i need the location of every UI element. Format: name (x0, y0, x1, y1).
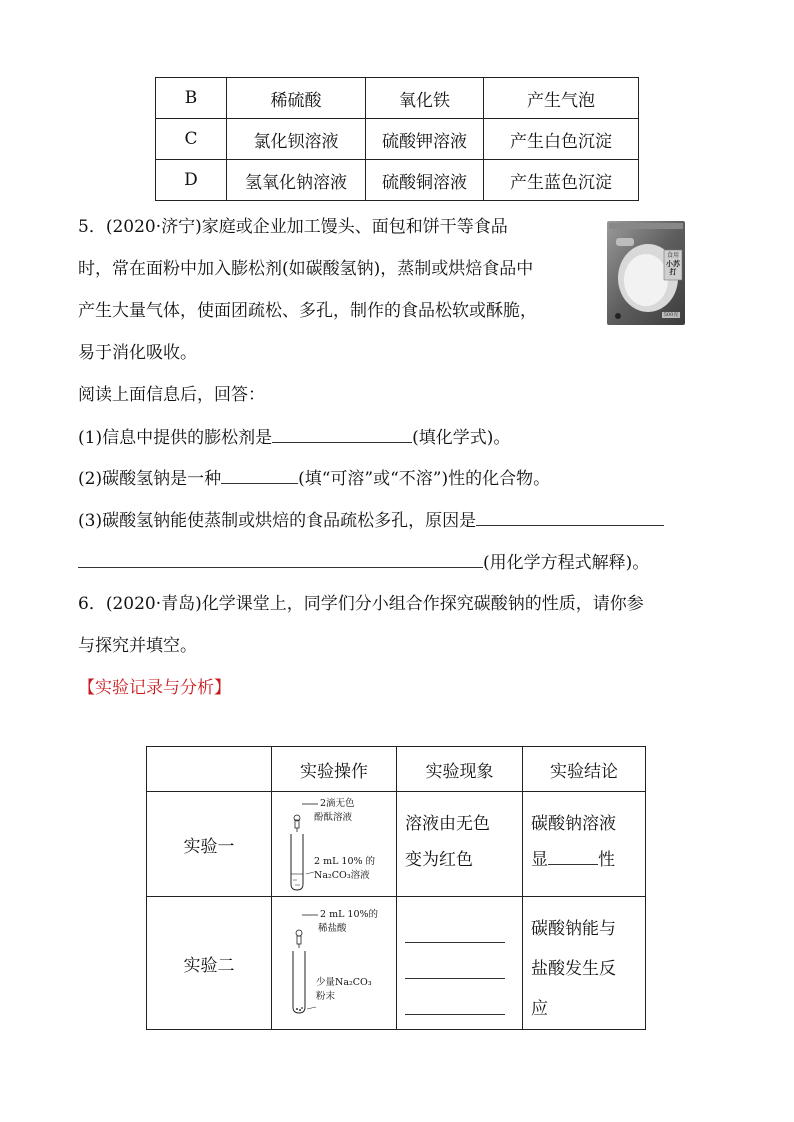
experiment-table (146, 746, 646, 1030)
q5-sub1 (78, 425, 510, 450)
exp2-conclusion-3: 应 (531, 999, 548, 1019)
answer-blank[interactable] (405, 961, 505, 979)
exp1-conclusion-2a: 显 (531, 850, 548, 870)
table-row (156, 160, 639, 201)
table-cell: D (156, 160, 227, 201)
answer-blank[interactable] (221, 466, 298, 484)
answer-blank[interactable] (405, 997, 505, 1015)
table-cell: 硫酸铜溶液 (366, 160, 484, 201)
reaction-table (155, 77, 639, 201)
exp1-phenomenon-2: 变为红色 (405, 850, 473, 870)
exp1-conclusion-1: 碳酸钠溶液 (531, 814, 616, 834)
q5-sub3-cont (78, 550, 649, 575)
q5-line-4: 易于消化吸收。 (78, 343, 197, 363)
table-cell: 产生蓝色沉淀 (484, 160, 639, 201)
exp1-reagent-bottom-1: 2 mL 10% 的 (314, 856, 376, 867)
table-cell: 硫酸钾溶液 (366, 119, 484, 160)
q5-sub2-text-b: (填“可溶”或“不溶”)性的化合物。 (298, 469, 551, 489)
exp1-reagent-bottom-2: Na₂CO₃溶液 (314, 870, 370, 881)
header-cell-operation: 实验操作 (272, 747, 397, 792)
bag-weight: 500克 (663, 312, 679, 318)
exp2-name: 实验二 (147, 897, 272, 1030)
table-row (156, 119, 639, 160)
header-cell-empty (147, 747, 272, 792)
table-cell: 产生白色沉淀 (484, 119, 639, 160)
exp2-conclusion-1: 碳酸钠能与 (531, 919, 616, 939)
section-title: 【实验记录与分析】 (78, 678, 231, 698)
q5-sub3 (78, 508, 664, 533)
q5-sub2-text-a: (2)碳酸氢钠是一种 (78, 469, 222, 489)
baking-soda-bag-image (606, 220, 686, 326)
header-cell-conclusion: 实验结论 (523, 747, 646, 792)
exp1-conclusion-2b: 性 (598, 850, 615, 870)
answer-blank[interactable] (476, 508, 664, 526)
q5-line-2: 时，常在面粉中加入膨松剂(如碳酸氢钠)，蒸制或烘焙食品中 (78, 259, 534, 279)
exp2-reagent-top-2: 稀盐酸 (318, 923, 347, 934)
bag-label: 小苏打 (666, 259, 680, 276)
exp2-conclusion-2: 盐酸发生反 (531, 959, 616, 979)
q6-line-1: 6．(2020·青岛)化学课堂上，同学们分小组合作探究碳酸钠的性质，请你参 (78, 594, 644, 614)
exp1-conclusion-cell (523, 792, 646, 897)
exp1-phenomenon-cell (397, 792, 523, 897)
table-cell: 氯化钡溶液 (227, 119, 366, 160)
q5-sub2 (78, 466, 550, 491)
table-cell: B (156, 78, 227, 119)
exp1-reagent-top-2: 酚酞溶液 (314, 812, 353, 823)
exp2-reagent-bottom-1: 少量Na₂CO₃ (316, 977, 372, 988)
answer-blank[interactable] (272, 425, 412, 443)
table-row (156, 78, 639, 119)
exp1-name: 实验一 (147, 792, 272, 897)
table-cell: C (156, 119, 227, 160)
answer-blank[interactable] (548, 847, 598, 865)
table-row (147, 792, 646, 897)
exp2-reagent-top-1: 2 mL 10%的 (320, 909, 379, 920)
exp2-reagent-bottom-2: 粉末 (316, 991, 336, 1002)
header-cell-phenomenon: 实验现象 (397, 747, 523, 792)
exp1-operation-cell (272, 792, 397, 897)
table-cell: 氢氧化钠溶液 (227, 160, 366, 201)
exp2-operation-cell (272, 897, 397, 1030)
q6-line-2: 与探究并填空。 (78, 636, 197, 656)
q5-line-3: 产生大量气体，使面团疏松、多孔，制作的食品松软或酥脆， (78, 301, 537, 321)
answer-blank[interactable] (405, 925, 505, 943)
table-cell: 稀硫酸 (227, 78, 366, 119)
exp2-conclusion-cell (523, 897, 646, 1030)
read-prompt: 阅读上面信息后，回答： (78, 385, 265, 405)
table-header-row (147, 747, 646, 792)
q5-sub1-text-b: (填化学式)。 (412, 428, 511, 448)
q5-line-1: 5．(2020·济宁)家庭或企业加工馒头、面包和饼干等食品 (78, 217, 508, 237)
table-cell: 产生气泡 (484, 78, 639, 119)
q5-sub1-text-a: (1)信息中提供的膨松剂是 (78, 428, 273, 448)
exp1-conclusion-2 (531, 842, 645, 878)
exp2-phenomenon-cell (397, 897, 523, 1030)
answer-blank[interactable] (78, 550, 483, 568)
table-cell: 氧化铁 (366, 78, 484, 119)
exp1-reagent-top-1: 2滴无色 (320, 798, 355, 809)
q5-sub3-text-b: (用化学方程式解释)。 (483, 553, 650, 573)
bag-top-text: 食用 (666, 252, 679, 259)
exp1-phenomenon-1: 溶液由无色 (405, 814, 490, 834)
q5-sub3-text-a: (3)碳酸氢钠能使蒸制或烘焙的食品疏松多孔，原因是 (78, 511, 477, 531)
table-row (147, 897, 646, 1030)
